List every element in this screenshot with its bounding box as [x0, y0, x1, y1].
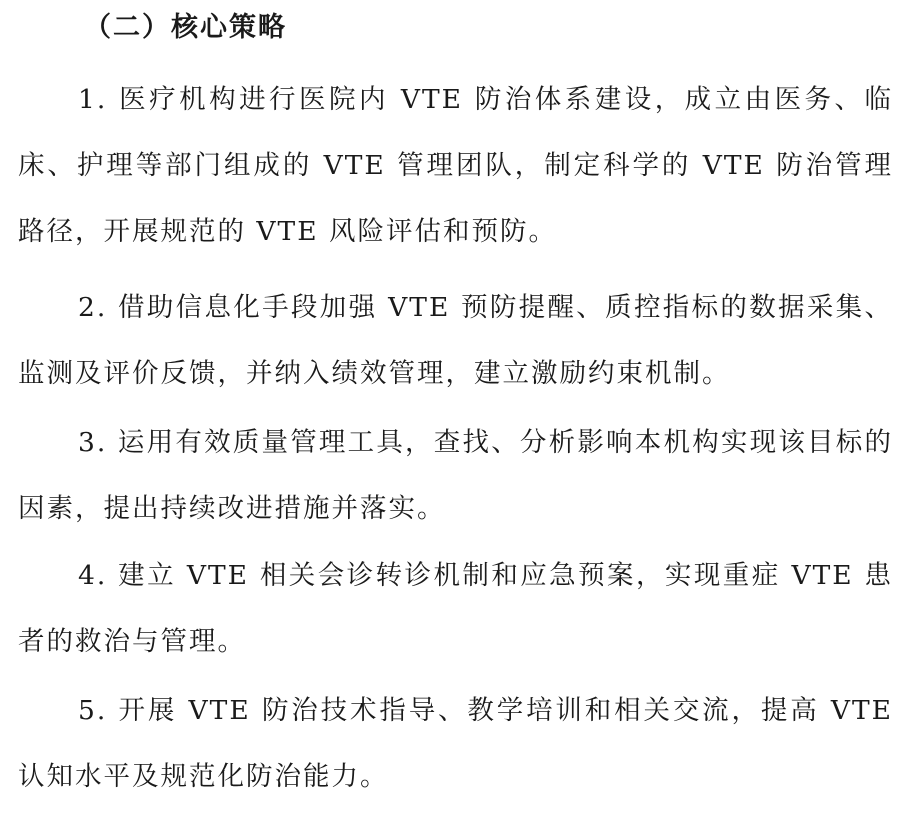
strategy-item-2: 2. 借助信息化手段加强 VTE 预防提醒、质控指标的数据采集、监测及评价反馈，并纳入绩效管理，建立激励约束机制。	[18, 292, 893, 389]
strategy-item-3: 3. 运用有效质量管理工具，查找、分析影响本机构实现该目标的因素，提出持续改进措施并落实。	[18, 427, 893, 524]
strategy-item-4: 4. 建立 VTE 相关会诊转诊机制和应急预案，实现重症 VTE 患者的救治与管理。	[18, 560, 893, 657]
strategy-item-1: 1. 医疗机构进行医院内 VTE 防治体系建设，成立由医务、临床、护理等部门组成的 VTE 管理团队，制定科学的 VTE 防治管理路径，开展规范的 VTE 风险评估和预防。	[18, 84, 893, 247]
strategy-item-5: 5. 开展 VTE 防治技术指导、教学培训和相关交流，提高 VTE 认知水平及规范化防治能力。	[18, 695, 893, 792]
section-heading: （二）核心策略	[84, 12, 287, 43]
